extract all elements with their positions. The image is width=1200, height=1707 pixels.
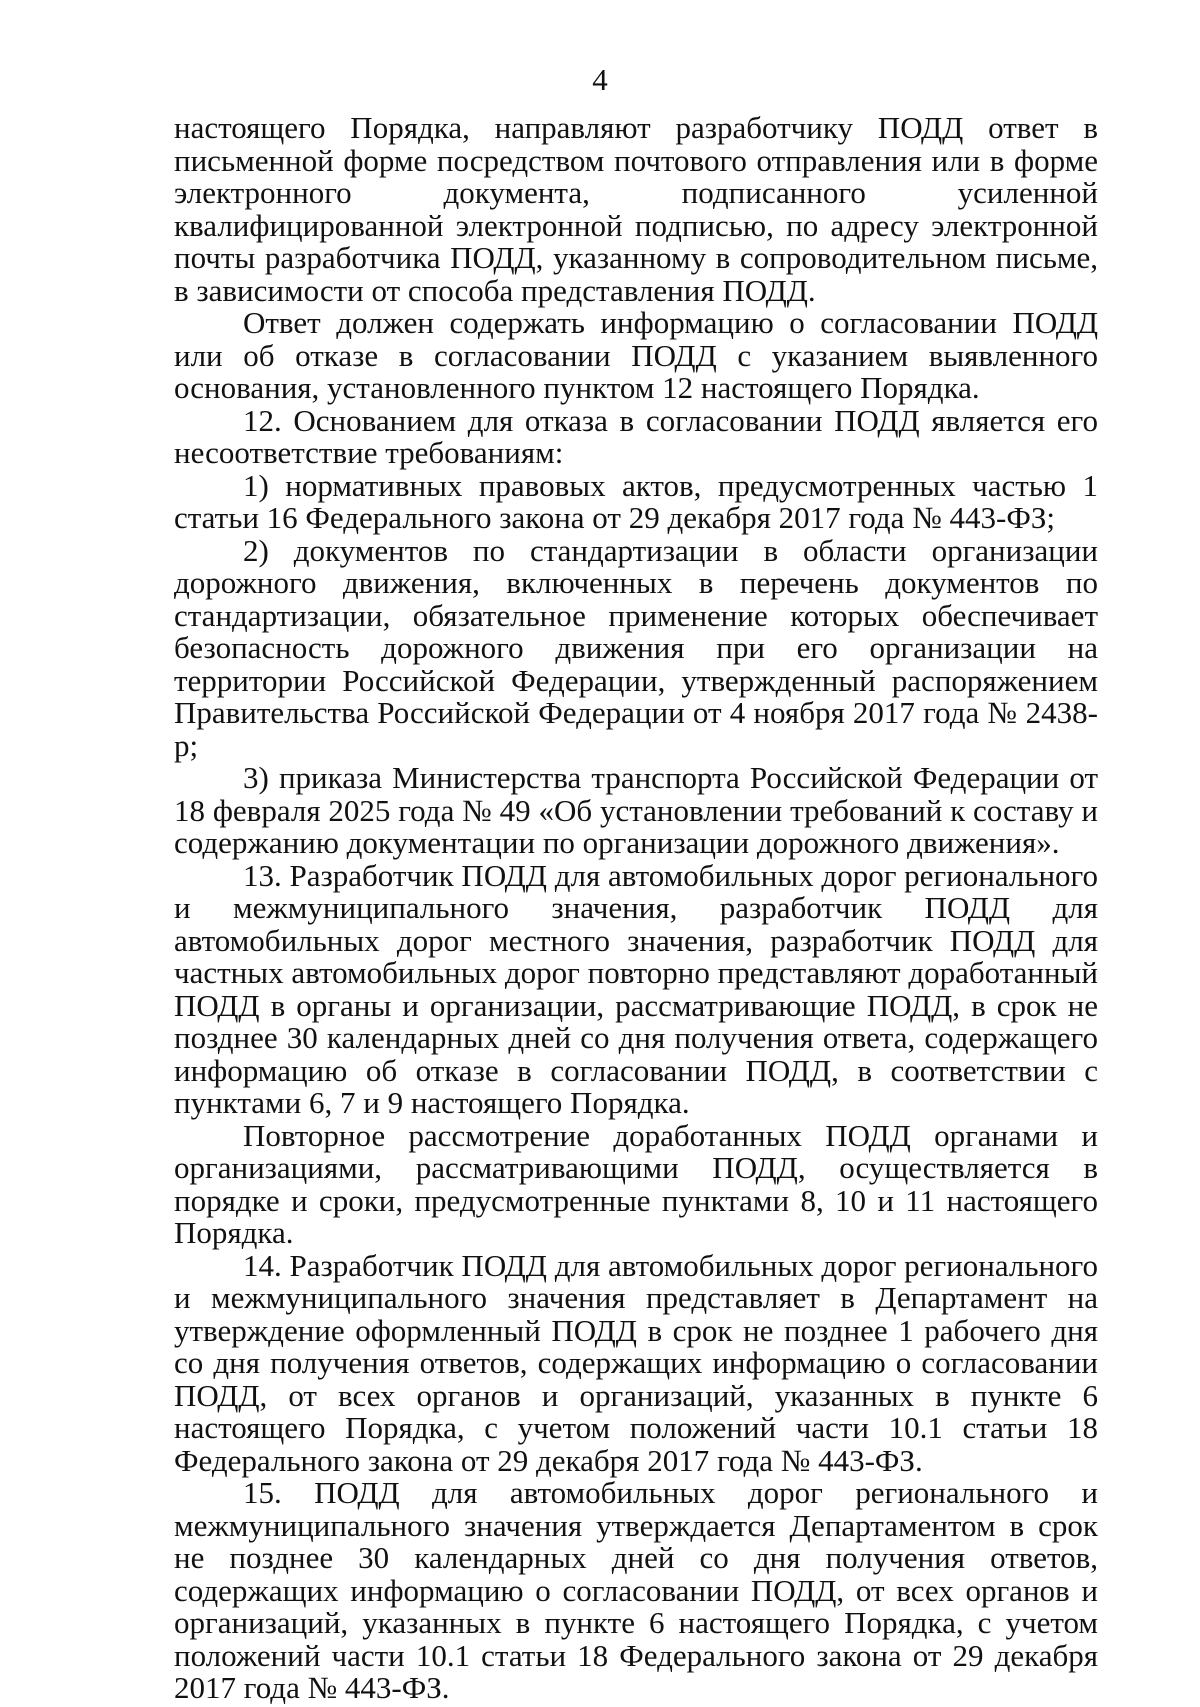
page-number: 4	[592, 62, 608, 97]
paragraph-5: 2) документов по стандартизации в области организации дорожного движения, включенных в перечень документов по стандартизации, обязательное применение которых обеспечивает безопасность дорожного движения при его организации на территории Российской Федерации, утвержденный распоряжением Правительства Российской Федерации от 4 ноября 2017 года № 2438-р;	[174, 532, 1098, 763]
paragraph-8: Повторное рассмотрение доработанных ПОДД органами и организациями, рассматривающими ПОДД, осуществляется в порядке и сроки, предусмотренные пунктами 8, 10 и 11 настоящего Порядка.	[174, 1117, 1098, 1250]
paragraph-6: 3) приказа Министерства транспорта Российской Федерации от 18 февраля 2025 года № 49 «Об установлении требований к составу и содержанию документации по организации дорожного движения».	[174, 760, 1098, 860]
paragraph-10: 15. ПОДД для автомобильных дорог регионального и межмуниципального значения утверждается Департаментом в срок не позднее 30 календарных дней со дня получения ответов, содержащих информацию о согласовании ПОДД, от всех органов и организаций, указанных в пункте 6 настоящего Порядка, с учетом положений части 10.1 статьи 18 Федерального закона от 29 декабря 2017 года № 443-ФЗ.	[174, 1475, 1098, 1705]
paragraph-3: 12. Основанием для отказа в согласовании ПОДД является его несоответствие требованиям:	[174, 402, 1098, 470]
paragraph-7: 13. Разработчик ПОДД для автомобильных дорог регионального и межмуниципального значения, разработчик ПОДД для автомобильных дорог местного значения, разработчик ПОДД для частных автомобильных дорог повторно представляют доработанный ПОДД в органы и организации, рассматривающие ПОДД, в срок не позднее 30 календарных дней со дня получения ответа, содержащего информацию об отказе в согласовании ПОДД, в соответствии с пунктами 6, 7 и 9 настоящего Порядка.	[174, 857, 1098, 1120]
paragraph-4: 1) нормативных правовых актов, предусмотренных частью 1 статьи 16 Федерального закона от 29 декабря 2017 года № 443-ФЗ;	[174, 467, 1098, 535]
paragraph-1: настоящего Порядка, направляют разработчику ПОДД ответ в письменной форме посредством почтового отправления или в форме электронного документа, подписанного усиленной квалифицированной электронной подписью, по адресу электронной почты разработчика ПОДД, указанному в сопроводительном письме, в зависимости от способа представления ПОДД.	[174, 110, 1098, 308]
paragraph-2: Ответ должен содержать информацию о согласовании ПОДД или об отказе в согласовании ПОДД с указанием выявленного основания, установленного пунктом 12 настоящего Порядка.	[174, 305, 1098, 405]
document-body	[174, 112, 1098, 1705]
paragraph-9: 14. Разработчик ПОДД для автомобильных дорог регионального и межмуниципального значения представляет в Департамент на утверждение оформленный ПОДД в срок не позднее 1 рабочего дня со дня получения ответов, содержащих информацию о согласовании ПОДД, от всех органов и организаций, указанных в пункте 6 настоящего Порядка, с учетом положений части 10.1 статьи 18 Федерального закона от 29 декабря 2017 года № 443-ФЗ.	[174, 1247, 1098, 1478]
